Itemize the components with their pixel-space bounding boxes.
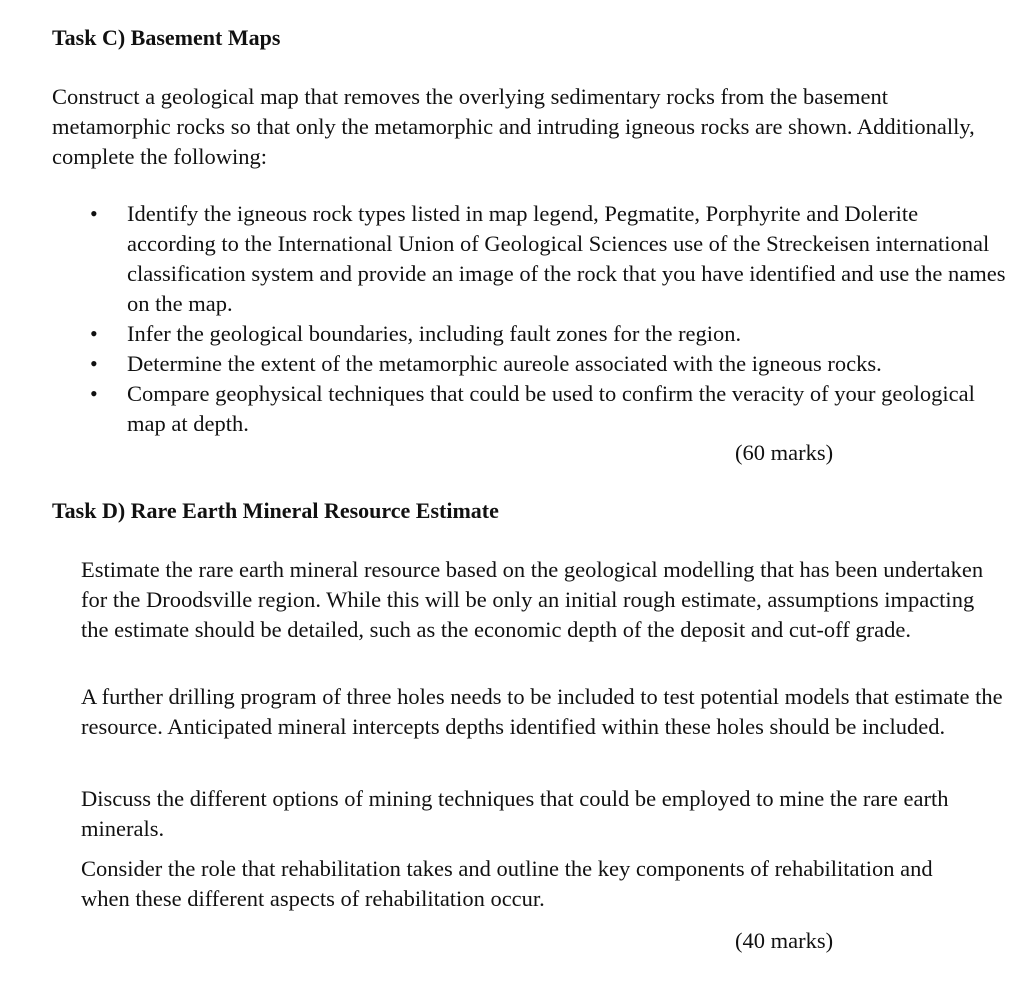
bullet-icon: •	[90, 351, 98, 376]
bullet-text: Determine the extent of the metamorphic aureole associated with the igneous rocks.	[127, 351, 882, 376]
list-item	[90, 199, 1010, 319]
task-d-paragraph-drilling: A further drilling program of three holes needs to be included to test potential models that estimate the resource. Anticipated mineral intercepts depths identified within these holes should be included.	[81, 684, 1003, 739]
bullet-icon: •	[90, 381, 98, 406]
list-item	[90, 349, 1010, 379]
task-d-paragraph-mining: Discuss the different options of mining techniques that could be employed to mine the rare earth minerals.	[81, 786, 949, 841]
bullet-icon: •	[90, 321, 98, 346]
list-item	[90, 319, 1010, 349]
bullet-text: Infer the geological boundaries, including fault zones for the region.	[127, 321, 742, 346]
task-c-marks: (60 marks)	[735, 440, 834, 465]
task-c-bullet-list	[90, 199, 1010, 439]
list-item	[90, 379, 1010, 439]
task-d-heading: Task D) Rare Earth Mineral Resource Estimate	[52, 498, 499, 523]
task-d-paragraph-rehabilitation: Consider the role that rehabilitation takes and outline the key components of rehabilitation and when these different aspects of rehabilitation occur.	[81, 856, 933, 911]
task-c-heading: Task C) Basement Maps	[52, 25, 281, 50]
bullet-icon: •	[90, 201, 98, 226]
bullet-text: Identify the igneous rock types listed in map legend, Pegmatite, Porphyrite and Dolerite according to the International Union of Geological Sciences use of the Streckeisen international classification system and provide an image of the rock that you have identified and use the names on the map.	[127, 201, 1006, 316]
bullet-text: Compare geophysical techniques that could be used to confirm the veracity of your geological map at depth.	[127, 381, 975, 436]
task-d-marks: (40 marks)	[735, 928, 834, 953]
task-d-paragraph-estimate: Estimate the rare earth mineral resource based on the geological modelling that has been undertaken for the Droodsville region. While this will be only an initial rough estimate, assumptions impacting the estimate should be detailed, such as the economic depth of the deposit and cut-off grade.	[81, 557, 984, 642]
task-c-intro: Construct a geological map that removes the overlying sedimentary rocks from the basement metamorphic rocks so that only the metamorphic and intruding igneous rocks are shown. Additionally, complete the following:	[52, 84, 975, 169]
